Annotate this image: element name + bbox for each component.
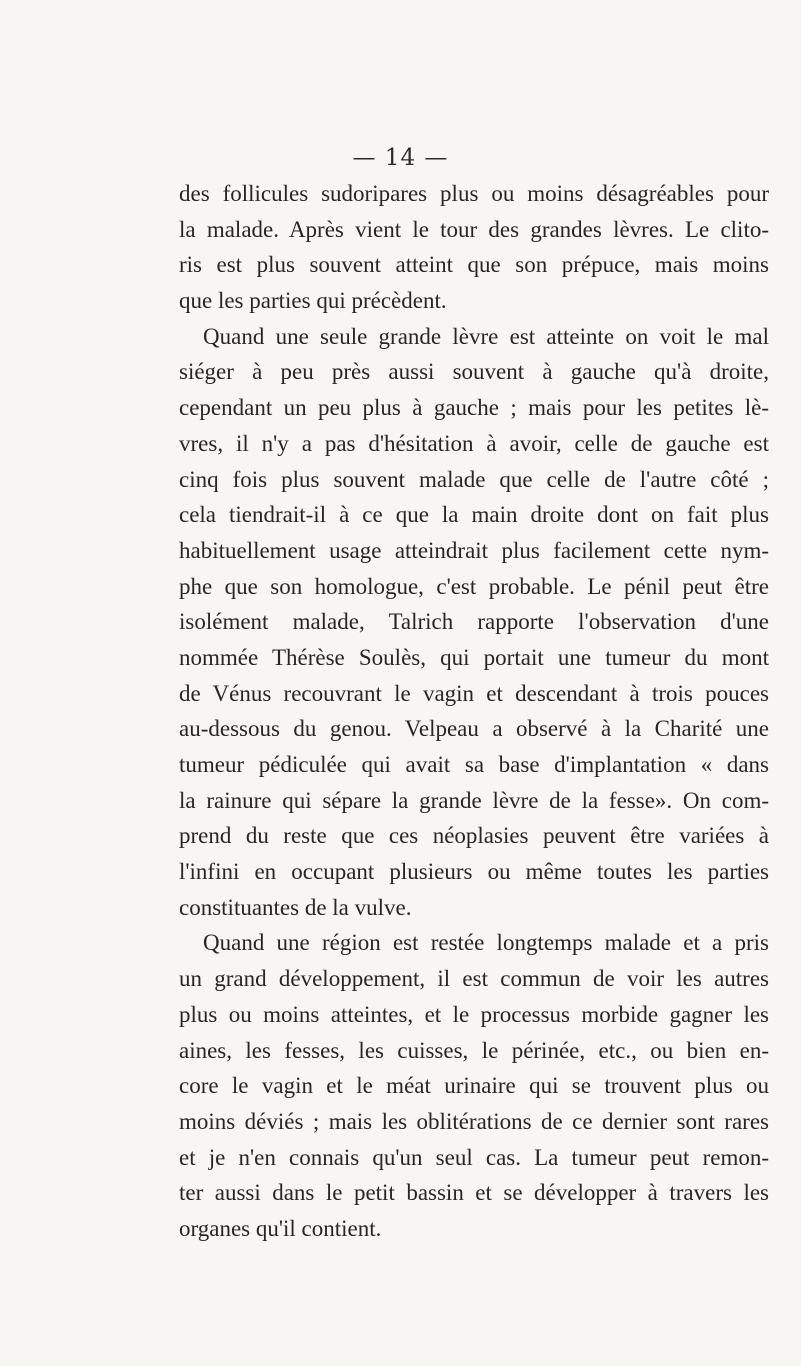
text-line: que les parties qui précèdent. bbox=[179, 288, 447, 314]
text-line: la malade. Après vient le tour des grandes lèvres. Le clito- bbox=[179, 216, 769, 242]
text-line: prend du reste que ces néoplasies peuvent être variées à bbox=[179, 823, 769, 849]
text-line: constituantes de la vulve. bbox=[179, 894, 412, 920]
text-line: l'infini en occupant plusieurs ou même toutes les parties bbox=[179, 859, 769, 885]
text-line: moins déviés ; mais les oblitérations de ce dernier sont rares bbox=[179, 1108, 769, 1134]
body-text bbox=[179, 176, 769, 1247]
text-line: cependant un peu plus à gauche ; mais pour les petites lè- bbox=[179, 395, 769, 421]
text-line: Quand une région est restée longtemps malade et a pris bbox=[203, 930, 769, 956]
text-line: un grand développement, il est commun de voir les autres bbox=[179, 966, 769, 992]
text-line: aines, les fesses, les cuisses, le périnée, etc., ou bien en- bbox=[179, 1037, 769, 1063]
text-line: phe que son homologue, c'est probable. Le pénil peut être bbox=[179, 573, 769, 599]
text-line: des follicules sudoripares plus ou moins désagréables pour bbox=[179, 181, 769, 206]
text-line: siéger à peu près aussi souvent à gauche qu'à droite, bbox=[179, 359, 769, 385]
text-line: ter aussi dans le petit bassin et se développer à travers les bbox=[179, 1180, 769, 1206]
text-line: cela tiendrait-il à ce que la main droite dont on fait plus bbox=[179, 502, 769, 528]
text-line: nommée Thérèse Soulès, qui portait une tumeur du mont bbox=[179, 644, 769, 670]
text-line: et je n'en connais qu'un seul cas. La tumeur peut remon- bbox=[179, 1144, 769, 1170]
page-number: — 14 — bbox=[352, 145, 449, 171]
text-line: isolément malade, Talrich rapporte l'observation d'une bbox=[179, 609, 769, 635]
text-line: organes qu'il contient. bbox=[179, 1215, 382, 1241]
text-line: Quand une seule grande lèvre est atteinte on voit le mal bbox=[203, 323, 769, 349]
text-line: habituellement usage atteindrait plus facilement cette nym- bbox=[179, 537, 769, 563]
text-line: tumeur pédiculée qui avait sa base d'implantation « dans bbox=[179, 752, 769, 777]
text-line: cinq fois plus souvent malade que celle de l'autre côté ; bbox=[179, 466, 769, 492]
text-line: la rainure qui sépare la grande lèvre de la fesse». On com- bbox=[179, 787, 769, 813]
text-line: au-dessous du genou. Velpeau a observé à la Charité une bbox=[179, 716, 769, 742]
text-line: plus ou moins atteintes, et le processus morbide gagner les bbox=[179, 1001, 769, 1027]
text-line: vres, il n'y a pas d'hésitation à avoir, celle de gauche est bbox=[179, 430, 769, 456]
text-line: de Vénus recouvrant le vagin et descendant à trois pouces bbox=[179, 680, 769, 706]
text-line: core le vagin et le méat urinaire qui se trouvent plus ou bbox=[179, 1073, 769, 1099]
text-line: ris est plus souvent atteint que son prépuce, mais moins bbox=[179, 252, 769, 278]
